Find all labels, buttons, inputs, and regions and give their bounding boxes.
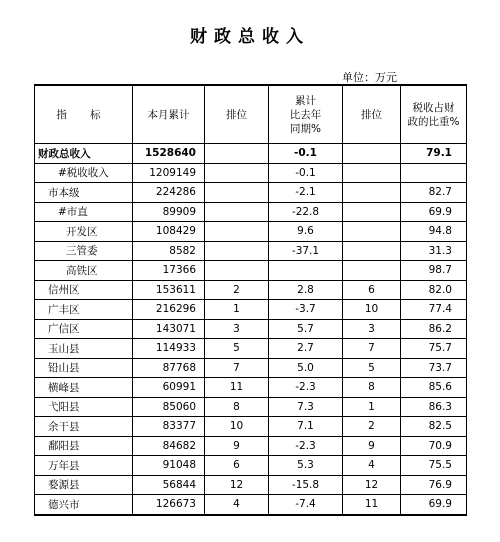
- cell-growth: -0.1: [269, 163, 343, 183]
- cell-growth: 9.6: [269, 222, 343, 242]
- cell-growth: -7.4: [269, 495, 343, 515]
- table-row: [35, 495, 467, 515]
- cell-ratio: 76.9: [401, 475, 467, 495]
- cell-rank: 8: [205, 397, 269, 417]
- cell-rank2: 12: [343, 475, 401, 495]
- cell-current: 153611: [133, 280, 205, 300]
- table-row: [35, 436, 467, 456]
- cell-growth: 5.3: [269, 456, 343, 476]
- cell-rank2: 11: [343, 495, 401, 515]
- cell-ratio: 31.3: [401, 241, 467, 261]
- cell-growth: -37.1: [269, 241, 343, 261]
- cell-ratio: 98.7: [401, 261, 467, 281]
- cell-current: 83377: [133, 417, 205, 437]
- cell-growth: -0.1: [269, 144, 343, 164]
- table-row: [35, 456, 467, 476]
- header-growth-line2: 比去年: [289, 108, 322, 121]
- cell-name: 鄱阳县: [35, 436, 133, 456]
- cell-rank2: 6: [343, 280, 401, 300]
- table-row: [35, 241, 467, 261]
- cell-current: 1209149: [133, 163, 205, 183]
- header-rank: 排位: [205, 85, 269, 144]
- cell-rank: [205, 183, 269, 203]
- cell-ratio: 75.7: [401, 339, 467, 359]
- cell-rank2: [343, 202, 401, 222]
- cell-rank2: 3: [343, 319, 401, 339]
- cell-ratio: 69.9: [401, 495, 467, 515]
- cell-name: 万年县: [35, 456, 133, 476]
- cell-rank: 2: [205, 280, 269, 300]
- table-row: [35, 202, 467, 222]
- cell-name: 玉山县: [35, 339, 133, 359]
- page-title: 财政总收入: [190, 27, 310, 47]
- cell-ratio: 85.6: [401, 378, 467, 398]
- cell-ratio: 70.9: [401, 436, 467, 456]
- table-body: [35, 144, 467, 515]
- header-growth-line1: 累计: [295, 94, 316, 107]
- cell-growth: 7.3: [269, 397, 343, 417]
- cell-name: 市本级: [35, 183, 133, 203]
- cell-ratio: 73.7: [401, 358, 467, 378]
- cell-current: 91048: [133, 456, 205, 476]
- cell-ratio: 75.5: [401, 456, 467, 476]
- table-row: [35, 397, 467, 417]
- cell-growth: 2.7: [269, 339, 343, 359]
- cell-name: 横峰县: [35, 378, 133, 398]
- cell-rank2: 4: [343, 456, 401, 476]
- cell-rank2: [343, 241, 401, 261]
- cell-rank2: [343, 222, 401, 242]
- cell-growth: -2.3: [269, 378, 343, 398]
- table-row: [35, 378, 467, 398]
- table-row: [35, 339, 467, 359]
- table-header: [35, 85, 467, 144]
- cell-rank2: 9: [343, 436, 401, 456]
- cell-current: 114933: [133, 339, 205, 359]
- table-row: [35, 417, 467, 437]
- header-rank2: 排位: [343, 85, 401, 144]
- table-row: [35, 280, 467, 300]
- cell-growth: -3.7: [269, 300, 343, 320]
- table-row: [35, 163, 467, 183]
- cell-rank: [205, 261, 269, 281]
- cell-rank: 7: [205, 358, 269, 378]
- cell-ratio: 86.2: [401, 319, 467, 339]
- cell-rank: [205, 144, 269, 164]
- cell-name: 财政总收入: [35, 144, 133, 164]
- cell-current: 126673: [133, 495, 205, 515]
- unit-label: 单位：万元: [342, 71, 397, 84]
- cell-rank: [205, 241, 269, 261]
- cell-rank2: 7: [343, 339, 401, 359]
- table-row: [35, 222, 467, 242]
- cell-growth: 5.7: [269, 319, 343, 339]
- cell-rank: 12: [205, 475, 269, 495]
- cell-rank: 6: [205, 456, 269, 476]
- cell-name: 高铁区: [35, 261, 133, 281]
- cell-growth: 2.8: [269, 280, 343, 300]
- cell-rank: 1: [205, 300, 269, 320]
- cell-rank: 9: [205, 436, 269, 456]
- cell-current: 84682: [133, 436, 205, 456]
- table-row: [35, 358, 467, 378]
- cell-name: #市直: [35, 202, 133, 222]
- cell-ratio: 82.0: [401, 280, 467, 300]
- header-row: [35, 85, 467, 144]
- cell-rank: 10: [205, 417, 269, 437]
- cell-current: 60991: [133, 378, 205, 398]
- cell-growth: [269, 261, 343, 281]
- cell-current: 143071: [133, 319, 205, 339]
- cell-current: 17366: [133, 261, 205, 281]
- cell-rank2: 10: [343, 300, 401, 320]
- cell-growth: 7.1: [269, 417, 343, 437]
- cell-name: 三管委: [35, 241, 133, 261]
- cell-rank: [205, 163, 269, 183]
- cell-name: 婺源县: [35, 475, 133, 495]
- cell-ratio: 77.4: [401, 300, 467, 320]
- cell-name: 开发区: [35, 222, 133, 242]
- revenue-table: [34, 84, 467, 516]
- cell-rank2: 2: [343, 417, 401, 437]
- cell-rank: 5: [205, 339, 269, 359]
- cell-rank: [205, 222, 269, 242]
- cell-ratio: 94.8: [401, 222, 467, 242]
- cell-name: 信州区: [35, 280, 133, 300]
- cell-current: 87768: [133, 358, 205, 378]
- cell-growth: -2.3: [269, 436, 343, 456]
- header-index: 指 标: [35, 85, 133, 144]
- cell-growth: -15.8: [269, 475, 343, 495]
- cell-current: 216296: [133, 300, 205, 320]
- cell-name: 广信区: [35, 319, 133, 339]
- cell-rank2: 5: [343, 358, 401, 378]
- table-row: [35, 261, 467, 281]
- cell-name: 弋阳县: [35, 397, 133, 417]
- cell-growth: -2.1: [269, 183, 343, 203]
- cell-current: 89909: [133, 202, 205, 222]
- cell-name: #税收收入: [35, 163, 133, 183]
- cell-rank: [205, 202, 269, 222]
- header-growth-line3: 同期%: [290, 122, 321, 135]
- cell-rank2: [343, 183, 401, 203]
- cell-rank2: 8: [343, 378, 401, 398]
- cell-ratio: 79.1: [401, 144, 467, 164]
- cell-ratio: 86.3: [401, 397, 467, 417]
- cell-rank2: [343, 261, 401, 281]
- cell-current: 56844: [133, 475, 205, 495]
- header-growth: [269, 85, 343, 144]
- cell-current: 224286: [133, 183, 205, 203]
- cell-current: 8582: [133, 241, 205, 261]
- table-row: [35, 183, 467, 203]
- cell-name: 铅山县: [35, 358, 133, 378]
- cell-rank: 11: [205, 378, 269, 398]
- cell-rank: 3: [205, 319, 269, 339]
- cell-ratio: 82.7: [401, 183, 467, 203]
- table-row: [35, 319, 467, 339]
- cell-rank: 4: [205, 495, 269, 515]
- cell-ratio: 82.5: [401, 417, 467, 437]
- cell-current: 1528640: [133, 144, 205, 164]
- header-ratio-line2: 政的比重%: [407, 115, 460, 128]
- cell-rank2: 1: [343, 397, 401, 417]
- cell-rank2: [343, 144, 401, 164]
- cell-current: 85060: [133, 397, 205, 417]
- cell-name: 余干县: [35, 417, 133, 437]
- header-ratio-line1: 税收占财: [412, 101, 455, 114]
- cell-name: 广丰区: [35, 300, 133, 320]
- cell-name: 德兴市: [35, 495, 133, 515]
- header-ratio: [401, 85, 467, 144]
- table-row: [35, 475, 467, 495]
- cell-growth: -22.8: [269, 202, 343, 222]
- cell-rank2: [343, 163, 401, 183]
- cell-growth: 5.0: [269, 358, 343, 378]
- cell-ratio: 69.9: [401, 202, 467, 222]
- cell-current: 108429: [133, 222, 205, 242]
- table-row: [35, 144, 467, 164]
- cell-ratio: [401, 163, 467, 183]
- header-current: 本月累计: [133, 85, 205, 144]
- table-row: [35, 300, 467, 320]
